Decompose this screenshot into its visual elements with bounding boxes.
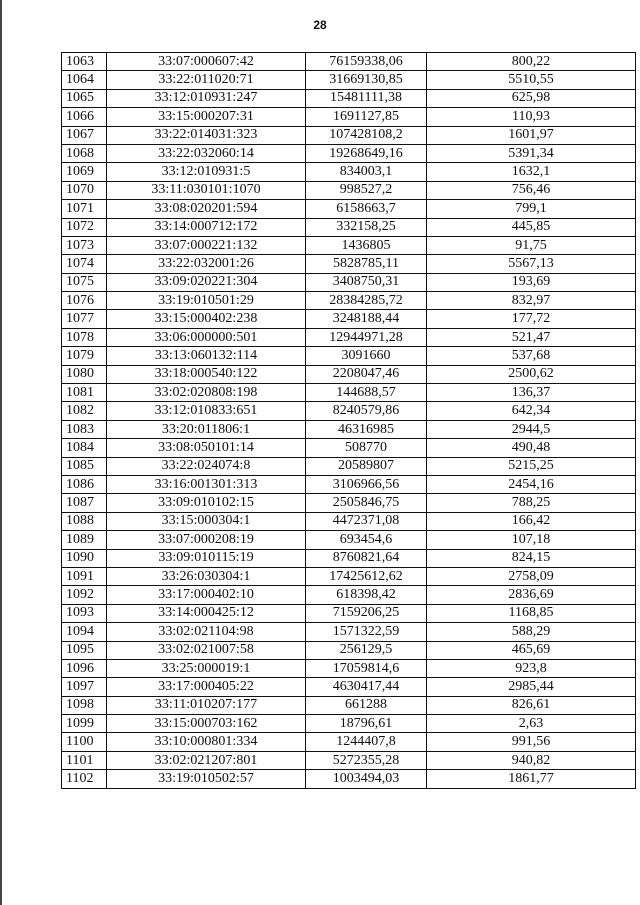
row-number-cell: 1091: [62, 567, 107, 585]
table-row: [62, 108, 636, 126]
table-row: [62, 144, 636, 162]
table-row: [62, 696, 636, 714]
row-number-cell: 1078: [62, 328, 107, 346]
amount-cell: 799,1: [427, 200, 636, 218]
cadastral-number-cell: 33:15:000207:31: [107, 108, 306, 126]
cadastral-value-cell: 5272355,28: [306, 751, 427, 769]
cadastral-number-cell: 33:13:060132:114: [107, 347, 306, 365]
table-row: [62, 567, 636, 585]
cadastral-value-cell: 17059814,6: [306, 659, 427, 677]
cadastral-number-cell: 33:22:032001:26: [107, 255, 306, 273]
cadastral-value-cell: 693454,6: [306, 531, 427, 549]
row-number-cell: 1075: [62, 273, 107, 291]
row-number-cell: 1077: [62, 310, 107, 328]
row-number-cell: 1095: [62, 641, 107, 659]
table-row: [62, 126, 636, 144]
cadastral-value-cell: 332158,25: [306, 218, 427, 236]
table-row: [62, 475, 636, 493]
cadastral-number-cell: 33:02:021007:58: [107, 641, 306, 659]
table-row: [62, 420, 636, 438]
cadastral-number-cell: 33:11:030101:1070: [107, 181, 306, 199]
cadastral-value-cell: 1244407,8: [306, 733, 427, 751]
amount-cell: 940,82: [427, 751, 636, 769]
amount-cell: 991,56: [427, 733, 636, 751]
amount-cell: 2758,09: [427, 567, 636, 585]
cadastral-value-cell: 256129,5: [306, 641, 427, 659]
amount-cell: 193,69: [427, 273, 636, 291]
cadastral-value-cell: 3106966,56: [306, 475, 427, 493]
table-row: [62, 770, 636, 788]
cadastral-value-cell: 1571322,59: [306, 623, 427, 641]
table-row: [62, 163, 636, 181]
cadastral-number-cell: 33:19:010502:57: [107, 770, 306, 788]
cadastral-number-cell: 33:09:020221:304: [107, 273, 306, 291]
cadastral-value-cell: 4630417,44: [306, 678, 427, 696]
page-scan-edge: [0, 0, 2, 905]
amount-cell: 5215,25: [427, 457, 636, 475]
amount-cell: 107,18: [427, 531, 636, 549]
row-number-cell: 1067: [62, 126, 107, 144]
row-number-cell: 1083: [62, 420, 107, 438]
amount-cell: 5391,34: [427, 144, 636, 162]
table-row: [62, 586, 636, 604]
row-number-cell: 1087: [62, 494, 107, 512]
table-row: [62, 310, 636, 328]
cadastral-number-cell: 33:08:050101:14: [107, 439, 306, 457]
table-row: [62, 733, 636, 751]
amount-cell: 625,98: [427, 89, 636, 107]
cadastral-number-cell: 33:15:000402:238: [107, 310, 306, 328]
table-row: [62, 457, 636, 475]
cadastral-number-cell: 33:02:020808:198: [107, 384, 306, 402]
amount-cell: 465,69: [427, 641, 636, 659]
amount-cell: 588,29: [427, 623, 636, 641]
cadastral-value-cell: 4472371,08: [306, 512, 427, 530]
cadastral-value-cell: 76159338,06: [306, 53, 427, 71]
cadastral-value-cell: 46316985: [306, 420, 427, 438]
cadastral-value-cell: 661288: [306, 696, 427, 714]
amount-cell: 177,72: [427, 310, 636, 328]
amount-cell: 1861,77: [427, 770, 636, 788]
cadastral-value-cell: 31669130,85: [306, 71, 427, 89]
table-row: [62, 678, 636, 696]
cadastral-value-cell: 508770: [306, 439, 427, 457]
table-row: [62, 181, 636, 199]
cadastral-value-cell: 8760821,64: [306, 549, 427, 567]
amount-cell: 445,85: [427, 218, 636, 236]
cadastral-number-cell: 33:18:000540:122: [107, 365, 306, 383]
amount-cell: 110,93: [427, 108, 636, 126]
cadastral-value-table: [61, 52, 636, 789]
amount-cell: 537,68: [427, 347, 636, 365]
table-row: [62, 384, 636, 402]
amount-cell: 490,48: [427, 439, 636, 457]
amount-cell: 832,97: [427, 292, 636, 310]
amount-cell: 91,75: [427, 236, 636, 254]
row-number-cell: 1082: [62, 402, 107, 420]
cadastral-number-cell: 33:12:010931:247: [107, 89, 306, 107]
table-row: [62, 531, 636, 549]
table-row: [62, 89, 636, 107]
amount-cell: 756,46: [427, 181, 636, 199]
row-number-cell: 1094: [62, 623, 107, 641]
row-number-cell: 1069: [62, 163, 107, 181]
amount-cell: 2944,5: [427, 420, 636, 438]
row-number-cell: 1085: [62, 457, 107, 475]
table-body: [62, 53, 636, 789]
amount-cell: 826,61: [427, 696, 636, 714]
cadastral-value-cell: 12944971,28: [306, 328, 427, 346]
cadastral-value-cell: 2505846,75: [306, 494, 427, 512]
amount-cell: 136,37: [427, 384, 636, 402]
cadastral-number-cell: 33:16:001301:313: [107, 475, 306, 493]
amount-cell: 5510,55: [427, 71, 636, 89]
amount-cell: 2500,62: [427, 365, 636, 383]
row-number-cell: 1079: [62, 347, 107, 365]
cadastral-value-cell: 3248188,44: [306, 310, 427, 328]
cadastral-number-cell: 33:17:000405:22: [107, 678, 306, 696]
cadastral-value-cell: 28384285,72: [306, 292, 427, 310]
table-row: [62, 255, 636, 273]
cadastral-number-cell: 33:22:014031:323: [107, 126, 306, 144]
cadastral-number-cell: 33:02:021104:98: [107, 623, 306, 641]
cadastral-number-cell: 33:15:000304:1: [107, 512, 306, 530]
cadastral-value-cell: 18796,61: [306, 715, 427, 733]
amount-cell: 2,63: [427, 715, 636, 733]
row-number-cell: 1097: [62, 678, 107, 696]
table-row: [62, 273, 636, 291]
cadastral-number-cell: 33:15:000703:162: [107, 715, 306, 733]
cadastral-number-cell: 33:14:000425:12: [107, 604, 306, 622]
table-row: [62, 402, 636, 420]
cadastral-value-cell: 1003494,03: [306, 770, 427, 788]
cadastral-value-cell: 834003,1: [306, 163, 427, 181]
cadastral-value-cell: 15481111,38: [306, 89, 427, 107]
table-row: [62, 200, 636, 218]
row-number-cell: 1064: [62, 71, 107, 89]
cadastral-number-cell: 33:26:030304:1: [107, 567, 306, 585]
table-row: [62, 512, 636, 530]
cadastral-value-cell: 998527,2: [306, 181, 427, 199]
table-row: [62, 236, 636, 254]
cadastral-number-cell: 33:14:000712:172: [107, 218, 306, 236]
table-row: [62, 365, 636, 383]
cadastral-value-cell: 107428108,2: [306, 126, 427, 144]
table-row: [62, 218, 636, 236]
table-row: [62, 659, 636, 677]
row-number-cell: 1072: [62, 218, 107, 236]
row-number-cell: 1068: [62, 144, 107, 162]
amount-cell: 2836,69: [427, 586, 636, 604]
cadastral-number-cell: 33:09:010115:19: [107, 549, 306, 567]
cadastral-value-cell: 19268649,16: [306, 144, 427, 162]
row-number-cell: 1099: [62, 715, 107, 733]
row-number-cell: 1065: [62, 89, 107, 107]
cadastral-number-cell: 33:22:032060:14: [107, 144, 306, 162]
cadastral-value-cell: 7159206,25: [306, 604, 427, 622]
table-row: [62, 494, 636, 512]
amount-cell: 5567,13: [427, 255, 636, 273]
cadastral-number-cell: 33:09:010102:15: [107, 494, 306, 512]
table-row: [62, 53, 636, 71]
amount-cell: 2454,16: [427, 475, 636, 493]
amount-cell: 521,47: [427, 328, 636, 346]
cadastral-number-cell: 33:17:000402:10: [107, 586, 306, 604]
table-row: [62, 751, 636, 769]
cadastral-number-cell: 33:11:010207:177: [107, 696, 306, 714]
table-row: [62, 549, 636, 567]
row-number-cell: 1071: [62, 200, 107, 218]
row-number-cell: 1098: [62, 696, 107, 714]
row-number-cell: 1073: [62, 236, 107, 254]
page-number: 28: [313, 18, 327, 32]
row-number-cell: 1066: [62, 108, 107, 126]
cadastral-number-cell: 33:07:000208:19: [107, 531, 306, 549]
amount-cell: 923,8: [427, 659, 636, 677]
cadastral-number-cell: 33:08:020201:594: [107, 200, 306, 218]
cadastral-value-cell: 3408750,31: [306, 273, 427, 291]
table-row: [62, 439, 636, 457]
table-row: [62, 328, 636, 346]
amount-cell: 788,25: [427, 494, 636, 512]
table-row: [62, 604, 636, 622]
amount-cell: 166,42: [427, 512, 636, 530]
cadastral-number-cell: 33:22:011020:71: [107, 71, 306, 89]
amount-cell: 2985,44: [427, 678, 636, 696]
cadastral-number-cell: 33:12:010931:5: [107, 163, 306, 181]
row-number-cell: 1089: [62, 531, 107, 549]
cadastral-number-cell: 33:25:000019:1: [107, 659, 306, 677]
row-number-cell: 1090: [62, 549, 107, 567]
cadastral-value-cell: 8240579,86: [306, 402, 427, 420]
table-row: [62, 715, 636, 733]
cadastral-value-cell: 3091660: [306, 347, 427, 365]
table-row: [62, 292, 636, 310]
cadastral-value-cell: 6158663,7: [306, 200, 427, 218]
row-number-cell: 1102: [62, 770, 107, 788]
table-row: [62, 71, 636, 89]
cadastral-number-cell: 33:12:010833:651: [107, 402, 306, 420]
cadastral-number-cell: 33:22:024074:8: [107, 457, 306, 475]
row-number-cell: 1101: [62, 751, 107, 769]
row-number-cell: 1093: [62, 604, 107, 622]
cadastral-number-cell: 33:06:000000:501: [107, 328, 306, 346]
row-number-cell: 1080: [62, 365, 107, 383]
row-number-cell: 1100: [62, 733, 107, 751]
cadastral-number-cell: 33:07:000221:132: [107, 236, 306, 254]
cadastral-number-cell: 33:10:000801:334: [107, 733, 306, 751]
row-number-cell: 1081: [62, 384, 107, 402]
cadastral-value-cell: 144688,57: [306, 384, 427, 402]
amount-cell: 1601,97: [427, 126, 636, 144]
row-number-cell: 1070: [62, 181, 107, 199]
row-number-cell: 1088: [62, 512, 107, 530]
row-number-cell: 1076: [62, 292, 107, 310]
cadastral-number-cell: 33:02:021207:801: [107, 751, 306, 769]
row-number-cell: 1063: [62, 53, 107, 71]
cadastral-number-cell: 33:20:011806:1: [107, 420, 306, 438]
amount-cell: 1632,1: [427, 163, 636, 181]
cadastral-value-cell: 20589807: [306, 457, 427, 475]
cadastral-value-cell: 1691127,85: [306, 108, 427, 126]
table-row: [62, 641, 636, 659]
cadastral-value-cell: 2208047,46: [306, 365, 427, 383]
cadastral-value-cell: 17425612,62: [306, 567, 427, 585]
table-row: [62, 623, 636, 641]
amount-cell: 1168,85: [427, 604, 636, 622]
row-number-cell: 1086: [62, 475, 107, 493]
row-number-cell: 1092: [62, 586, 107, 604]
cadastral-value-cell: 618398,42: [306, 586, 427, 604]
cadastral-number-cell: 33:19:010501:29: [107, 292, 306, 310]
amount-cell: 824,15: [427, 549, 636, 567]
cadastral-value-cell: 1436805: [306, 236, 427, 254]
table-row: [62, 347, 636, 365]
cadastral-value-cell: 5828785,11: [306, 255, 427, 273]
cadastral-number-cell: 33:07:000607:42: [107, 53, 306, 71]
row-number-cell: 1074: [62, 255, 107, 273]
row-number-cell: 1084: [62, 439, 107, 457]
amount-cell: 642,34: [427, 402, 636, 420]
row-number-cell: 1096: [62, 659, 107, 677]
amount-cell: 800,22: [427, 53, 636, 71]
